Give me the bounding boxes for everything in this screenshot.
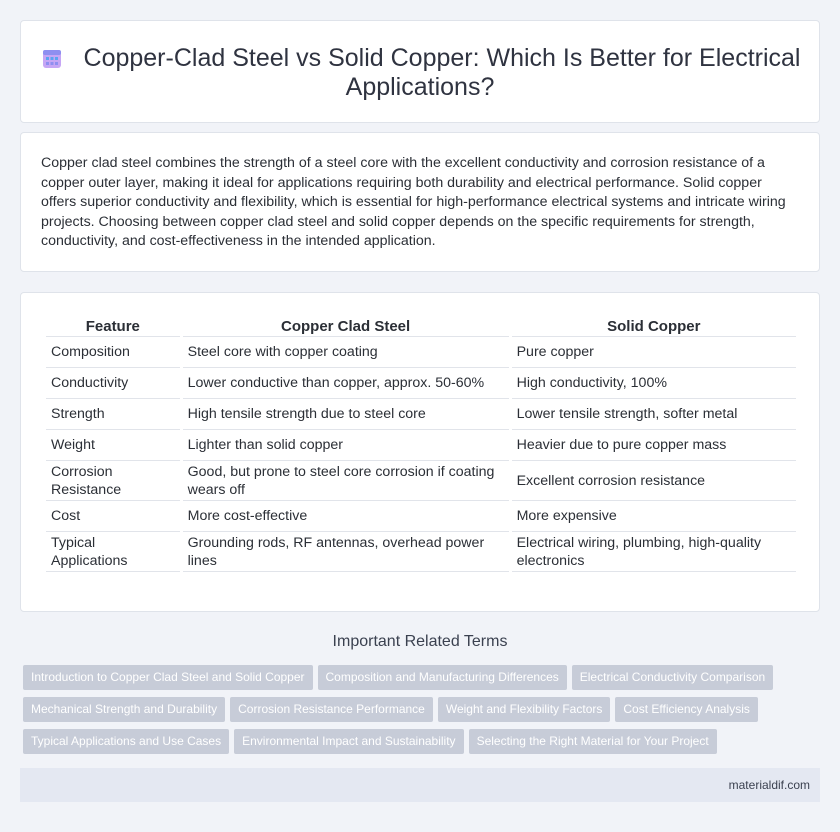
solid-copper-cell: High conductivity, 100% xyxy=(512,368,796,399)
feature-cell: Conductivity xyxy=(46,368,180,399)
header-solid-copper: Solid Copper xyxy=(512,313,796,337)
copper-clad-steel-cell: Steel core with copper coating xyxy=(183,337,509,368)
solid-copper-cell: Lower tensile strength, softer metal xyxy=(512,399,796,430)
copper-clad-steel-cell: Good, but prone to steel core corrosion if coating wears off xyxy=(183,461,509,501)
solid-copper-cell: Electrical wiring, plumbing, high-quality electronics xyxy=(512,532,796,572)
related-term-tag[interactable]: Weight and Flexibility Factors xyxy=(438,697,611,722)
related-term-tag[interactable]: Selecting the Right Material for Your Project xyxy=(469,729,717,754)
copper-clad-steel-cell: More cost-effective xyxy=(183,501,509,532)
page-title: Copper-Clad Steel vs Solid Copper: Which Is Better for Electrical Applications? xyxy=(83,44,801,101)
related-term-tag[interactable]: Corrosion Resistance Performance xyxy=(230,697,433,722)
copper-clad-steel-cell: Lighter than solid copper xyxy=(183,430,509,461)
table-row xyxy=(46,461,796,501)
solid-copper-cell: Heavier due to pure copper mass xyxy=(512,430,796,461)
related-term-tag[interactable]: Mechanical Strength and Durability xyxy=(23,697,225,722)
feature-cell: Corrosion Resistance xyxy=(46,461,180,501)
title-wrap xyxy=(21,44,819,102)
feature-cell: Typical Applications xyxy=(46,532,180,572)
comparison-card xyxy=(20,292,820,612)
table-row xyxy=(46,399,796,430)
header-copper-clad-steel: Copper Clad Steel xyxy=(183,313,509,337)
copper-clad-steel-cell: Grounding rods, RF antennas, overhead power lines xyxy=(183,532,509,572)
related-term-tag[interactable]: Environmental Impact and Sustainability xyxy=(234,729,463,754)
related-terms-heading: Important Related Terms xyxy=(332,633,508,650)
feature-cell: Strength xyxy=(46,399,180,430)
solid-copper-cell: Pure copper xyxy=(512,337,796,368)
solid-copper-cell: Excellent corrosion resistance xyxy=(512,461,796,501)
intro-card xyxy=(20,132,820,272)
footer-site-link[interactable]: materialdif.com xyxy=(728,778,810,792)
comparison-table xyxy=(43,313,799,572)
feature-cell: Cost xyxy=(46,501,180,532)
related-term-tag[interactable]: Cost Efficiency Analysis xyxy=(615,697,758,722)
table-row xyxy=(46,368,796,399)
table-header-row xyxy=(46,313,796,337)
copper-clad-steel-cell: Lower conductive than copper, approx. 50-60% xyxy=(183,368,509,399)
solid-copper-cell: More expensive xyxy=(512,501,796,532)
feature-cell: Weight xyxy=(46,430,180,461)
related-term-tag[interactable]: Electrical Conductivity Comparison xyxy=(572,665,773,690)
table-row xyxy=(46,501,796,532)
header-card xyxy=(20,20,820,123)
header-feature: Feature xyxy=(46,313,180,337)
table-row xyxy=(46,532,796,572)
feature-cell: Composition xyxy=(46,337,180,368)
related-term-tag[interactable]: Typical Applications and Use Cases xyxy=(23,729,229,754)
footer xyxy=(20,768,820,802)
copper-clad-steel-cell: High tensile strength due to steel core xyxy=(183,399,509,430)
related-term-tag[interactable]: Composition and Manufacturing Differences xyxy=(318,665,567,690)
table-row xyxy=(46,337,796,368)
related-term-tag[interactable]: Introduction to Copper Clad Steel and Solid Copper xyxy=(23,665,313,690)
calendar-grid-icon xyxy=(40,47,64,71)
intro-paragraph: Copper clad steel combines the strength of a steel core with the excellent conductivity and corrosion resistance of a copper outer layer, making it ideal for applications requiring both durability and electrical performance. Solid copper offers superior conductivity and flexibility, which is essential for high-performance electrical systems and intricate wiring projects. Choosing between copper clad steel and solid copper depends on the specific requirements for strength, conductivity, and cost-effectiveness in the intended application. xyxy=(41,155,786,250)
related-terms-list xyxy=(23,665,823,761)
table-row xyxy=(46,430,796,461)
